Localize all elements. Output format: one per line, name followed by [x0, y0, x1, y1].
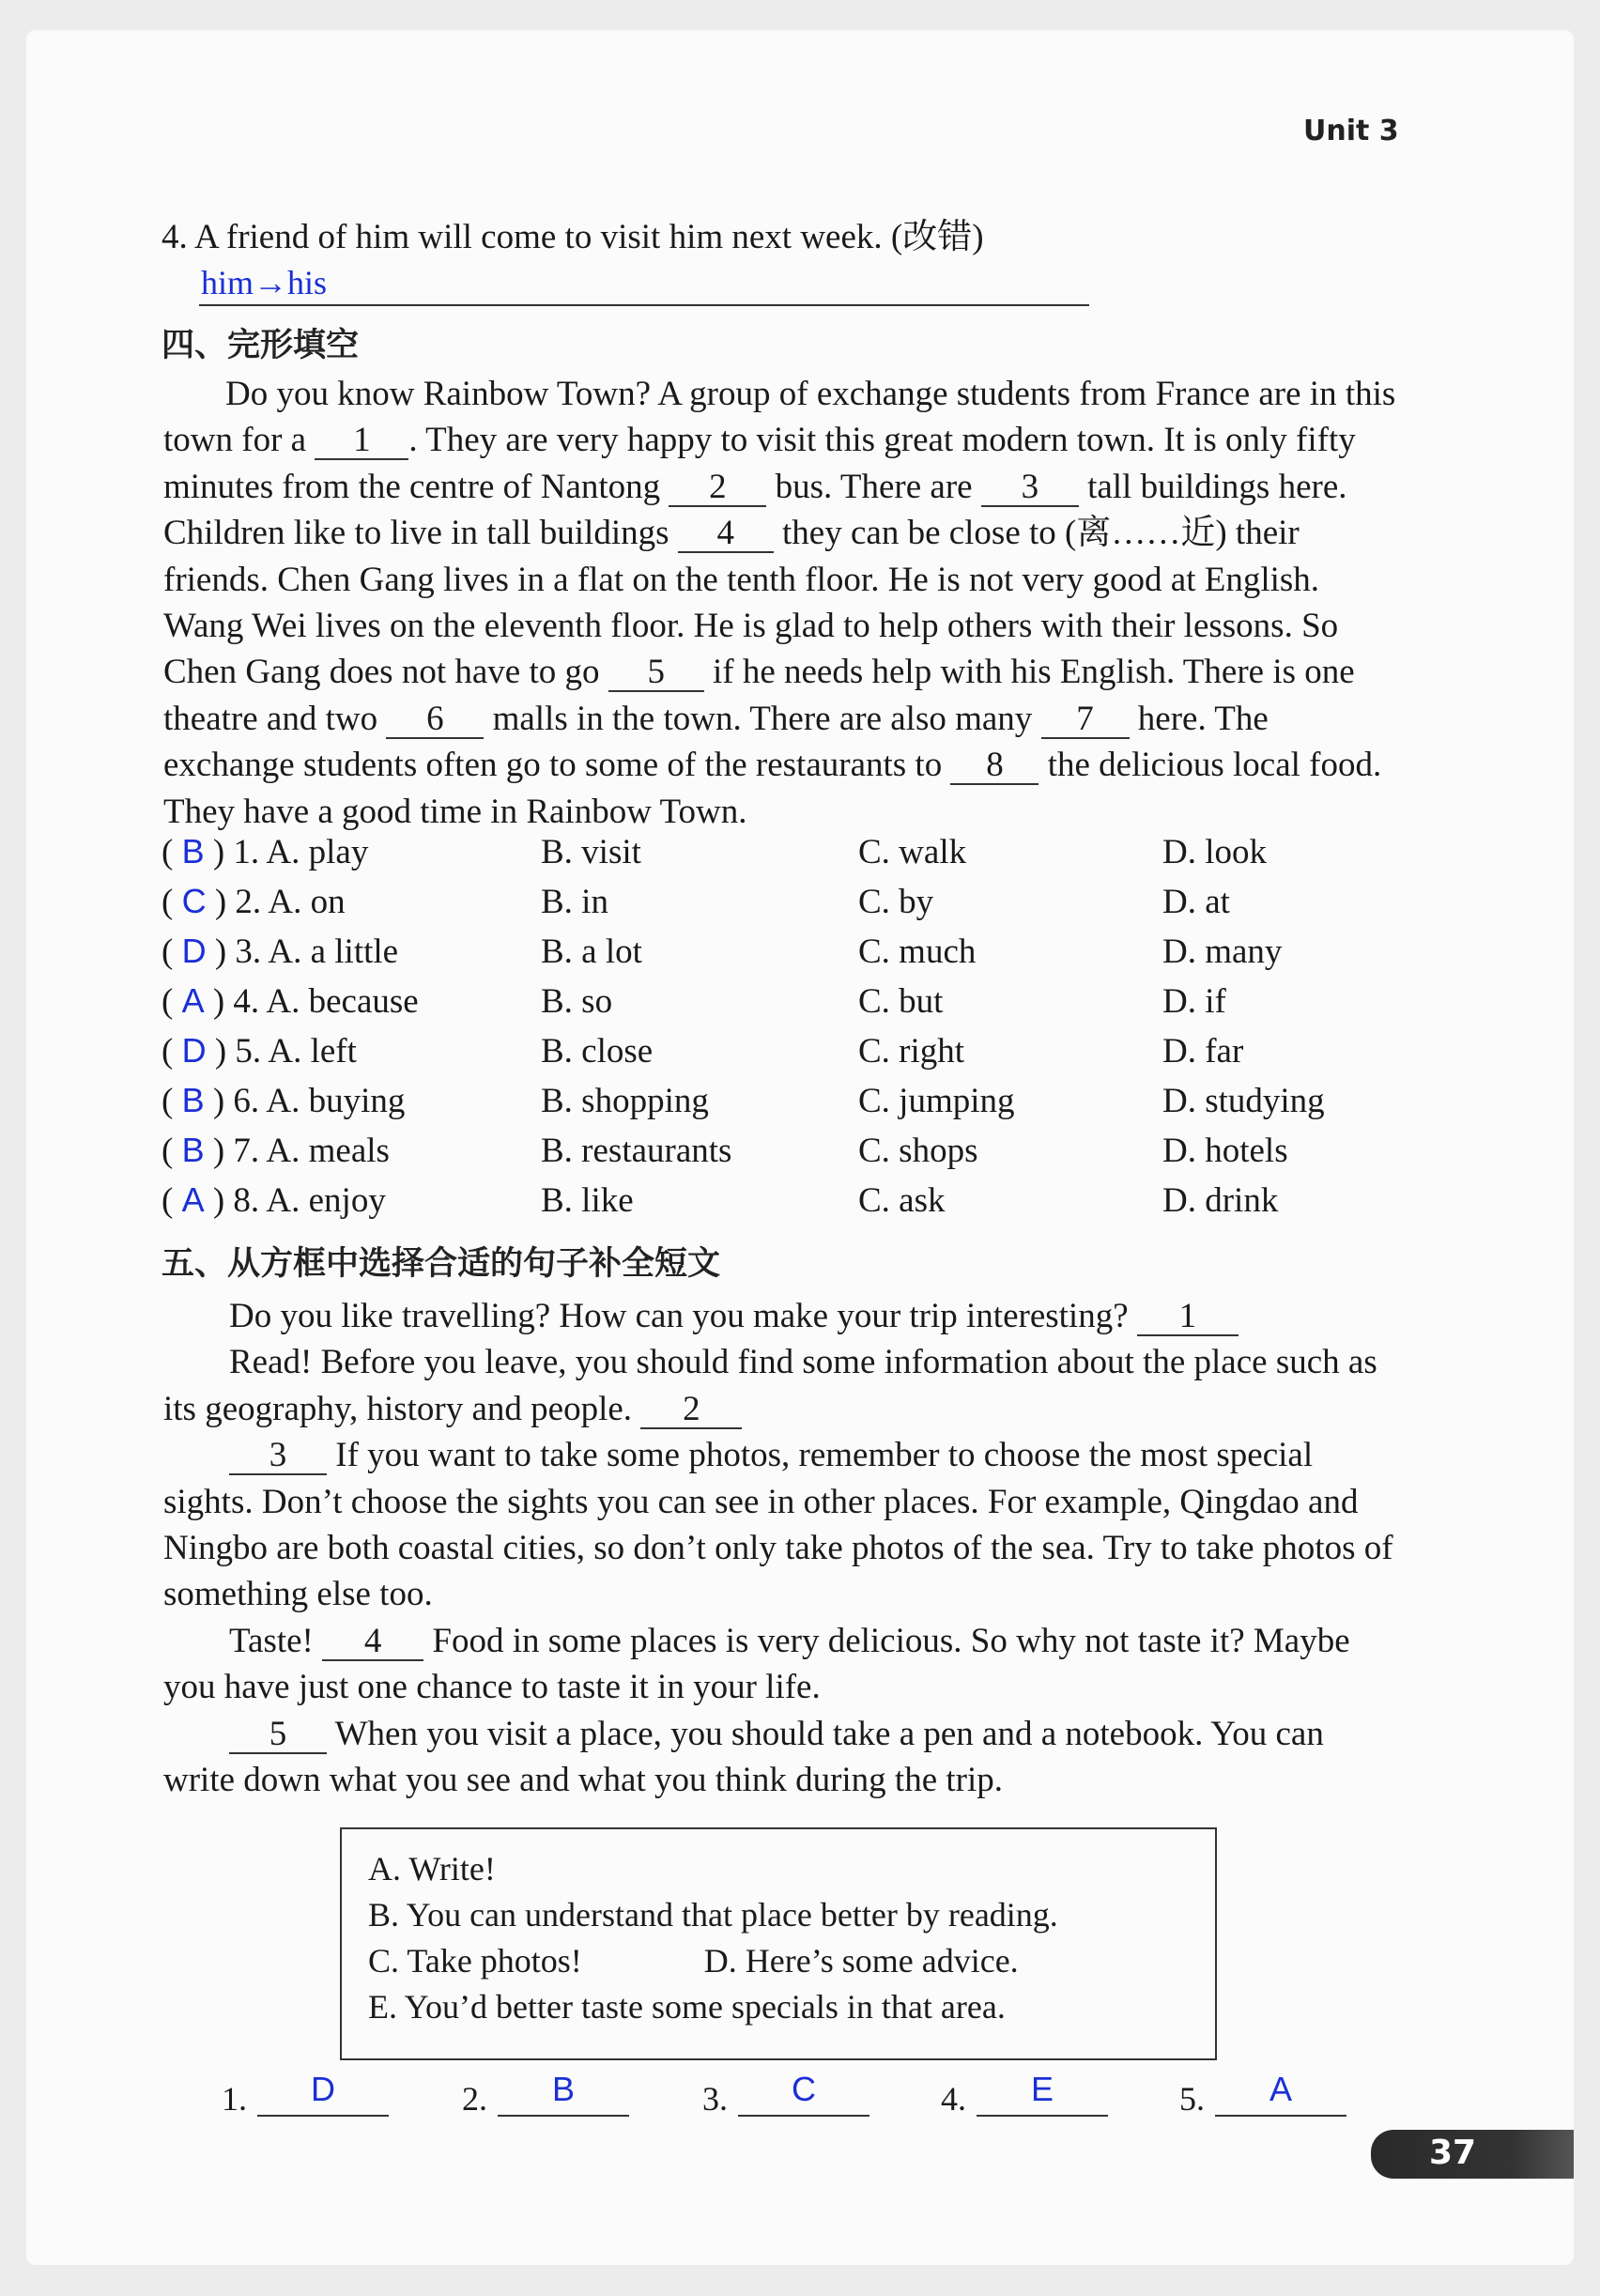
passage-text: Food in some places is very delicious. So why not taste it? Maybe you have just one chance to taste it in your life. — [163, 1621, 1350, 1707]
section-5-answer-row — [222, 2062, 1395, 2119]
option-c: C. by — [858, 883, 934, 921]
option-c: C. but — [858, 982, 944, 1021]
answer-number: 2. — [462, 2080, 487, 2118]
page-number-tab — [1371, 2130, 1574, 2179]
page-number: 37 — [1429, 2134, 1477, 2172]
option-a: A. meals — [266, 1132, 390, 1170]
answer-line — [257, 2070, 389, 2117]
box-option-a: A. Write! — [368, 1850, 496, 1888]
answer-line — [1215, 2070, 1346, 2117]
answer-line — [498, 2070, 629, 2117]
cloze-blank-6: 6 — [386, 701, 484, 739]
option-b: B. visit — [541, 833, 641, 871]
answer-slot — [702, 2072, 890, 2119]
option-question: ( B ) 1. A. play — [162, 832, 369, 871]
chosen-answer: B — [181, 832, 205, 871]
passage-text: Read! Before you leave, you should find some information about the place such as its geography, history and people. — [163, 1343, 1377, 1428]
chosen-answer: A — [181, 1180, 205, 1219]
option-c: C. jumping — [858, 1082, 1015, 1120]
option-a: A. enjoy — [266, 1181, 386, 1220]
cloze-blank-5: 5 — [608, 655, 704, 692]
option-question: ( A ) 8. A. enjoy — [162, 1180, 386, 1220]
cloze-passage — [163, 371, 1403, 835]
option-c: C. walk — [858, 833, 967, 871]
unit-label: Unit 3 — [1303, 115, 1399, 147]
option-d: D. far — [1162, 1032, 1244, 1071]
error-correction-question: 4. A friend of him will come to visit him next week. (改错) — [162, 218, 984, 256]
passage-text: malls in the town. There are also many — [484, 699, 1041, 738]
option-a: A. because — [266, 982, 419, 1021]
passage-text: if he needs help with his English. There is one theatre and two — [163, 653, 1355, 738]
passage-text: Taste! — [229, 1621, 314, 1660]
question-number: 5. — [235, 1032, 262, 1071]
option-c: C. shops — [858, 1132, 978, 1170]
cloze-blank-3: 3 — [981, 470, 1079, 507]
option-a: A. play — [266, 833, 369, 871]
passage-paragraph-2 — [163, 1339, 1403, 1432]
passage-paragraph-1 — [163, 1293, 1403, 1339]
box-option-e: E. You’d better taste some specials in that area. — [368, 1988, 1006, 2026]
option-question: ( C ) 2. A. on — [162, 882, 346, 921]
option-question: ( A ) 4. A. because — [162, 981, 419, 1021]
section-5-passage — [163, 1293, 1403, 1803]
cloze-blank-7: 7 — [1041, 701, 1130, 739]
passage-text: tall buildings here. Children like to live in tall buildings — [163, 467, 1347, 553]
answer-line — [738, 2070, 869, 2117]
option-d: D. at — [1162, 883, 1230, 921]
passage-text: bus. There are — [766, 467, 981, 506]
s5-blank-2: 2 — [640, 1392, 742, 1429]
passage-text: If you want to take some photos, remember to choose the most special sights. Don’t choose the sights you can see in other places. For example, Qingdao and Ningbo are both coastal cities, so don’t only take photos of the sea. Try to take photos of something else too. — [163, 1436, 1393, 1614]
question-number: 4. — [233, 982, 260, 1021]
option-b: B. like — [541, 1181, 634, 1220]
s5-blank-3: 3 — [229, 1438, 327, 1475]
option-question: ( D ) 5. A. left — [162, 1031, 357, 1071]
option-a: A. on — [268, 883, 346, 921]
box-option-d: D. Here’s some advice. — [703, 1942, 1019, 1980]
section-4-heading: 四、完形填空 — [162, 327, 360, 364]
option-d: D. look — [1162, 833, 1267, 871]
box-option-cd — [368, 1938, 1058, 1984]
question-number: 1. — [233, 833, 260, 871]
option-a: A. buying — [266, 1082, 406, 1120]
passage-text: here. The exchange students often go to some of the restaurants to — [163, 699, 1269, 785]
option-b: B. close — [541, 1032, 654, 1071]
option-b: B. a lot — [541, 932, 642, 971]
chosen-answer: C — [181, 882, 207, 920]
answer-number: 4. — [941, 2080, 966, 2118]
option-c: C. much — [858, 932, 977, 971]
option-question: ( D ) 3. A. a little — [162, 932, 399, 971]
answer-slot — [222, 2072, 409, 2119]
chosen-answer: B — [181, 1131, 205, 1169]
answer-value: C — [792, 2070, 816, 2108]
option-d: D. studying — [1162, 1082, 1325, 1120]
option-c: C. ask — [858, 1181, 946, 1220]
chosen-answer: A — [181, 981, 205, 1020]
question-number: 3. — [235, 932, 262, 971]
s5-blank-4: 4 — [322, 1624, 423, 1661]
passage-paragraph-4 — [163, 1618, 1403, 1711]
cloze-blank-1: 1 — [315, 423, 408, 460]
s5-blank-1: 1 — [1137, 1299, 1238, 1336]
answer-number: 1. — [222, 2080, 247, 2118]
option-b: B. so — [541, 982, 613, 1021]
box-option-c: C. Take photos! — [368, 1942, 582, 1980]
answer-value: B — [551, 2070, 575, 2108]
option-b: B. shopping — [541, 1082, 709, 1120]
passage-text: they can be close to (离……近) their friends. Chen Gang lives in a flat on the tenth floor. He is not very good at English. Wang Wei lives on the eleventh floor. He is glad to help others with their lessons. So Chen Gang does not have to go — [163, 514, 1339, 692]
option-question: ( B ) 7. A. meals — [162, 1131, 390, 1170]
chosen-answer: D — [181, 932, 207, 970]
question-number: 6. — [233, 1082, 260, 1120]
passage-text: . They are very happy to visit this great modern town. It is only fifty minutes from the centre of Nantong — [163, 421, 1356, 506]
passage-text: Do you know Rainbow Town? A group of exchange students from France are in this town for a — [163, 375, 1396, 460]
box-option-b: B. You can understand that place better by reading. — [368, 1896, 1058, 1934]
cloze-blank-8: 8 — [950, 747, 1038, 785]
option-d: D. drink — [1162, 1181, 1279, 1220]
answer-slot — [941, 2072, 1129, 2119]
answer-number: 3. — [702, 2080, 728, 2118]
error-correction-answer-line — [199, 263, 1089, 306]
option-b: B. restaurants — [541, 1132, 732, 1170]
answer-value: A — [1269, 2070, 1292, 2108]
cloze-blank-4: 4 — [678, 516, 774, 553]
passage-text: When you visit a place, you should take a pen and a notebook. You can write down what you see and what you think during the trip. — [163, 1714, 1324, 1800]
sentence-option-box — [340, 1827, 1217, 2060]
option-b: B. in — [541, 883, 608, 921]
question-number: 2. — [235, 883, 262, 921]
option-c: C. right — [858, 1032, 965, 1071]
question-number: 7. — [233, 1132, 260, 1170]
option-a: A. left — [268, 1032, 357, 1071]
section-5-heading: 五、从方框中选择合适的句子补全短文 — [162, 1245, 721, 1283]
error-correction-answer: him→his — [201, 264, 328, 301]
s5-blank-5: 5 — [229, 1717, 327, 1754]
answer-slot — [462, 2072, 650, 2119]
option-d: D. many — [1162, 932, 1283, 971]
option-a: A. a little — [268, 932, 399, 971]
answer-slot — [1179, 2072, 1367, 2119]
answer-value: E — [1030, 2070, 1054, 2108]
answer-value: D — [311, 2070, 335, 2108]
option-d: D. hotels — [1162, 1132, 1288, 1170]
chosen-answer: D — [181, 1031, 207, 1070]
passage-text: Do you like travelling? How can you make your trip interesting? — [229, 1297, 1129, 1335]
passage-paragraph-3 — [163, 1432, 1403, 1618]
answer-number: 5. — [1179, 2080, 1205, 2118]
cloze-blank-2: 2 — [669, 470, 766, 507]
answer-line — [977, 2070, 1108, 2117]
question-number: 8. — [233, 1181, 260, 1220]
passage-paragraph-5 — [163, 1711, 1403, 1804]
passage-text: the delicious local food. They have a good time in Rainbow Town. — [163, 746, 1382, 831]
chosen-answer: B — [181, 1081, 205, 1119]
option-d: D. if — [1162, 982, 1226, 1021]
option-question: ( B ) 6. A. buying — [162, 1081, 406, 1120]
